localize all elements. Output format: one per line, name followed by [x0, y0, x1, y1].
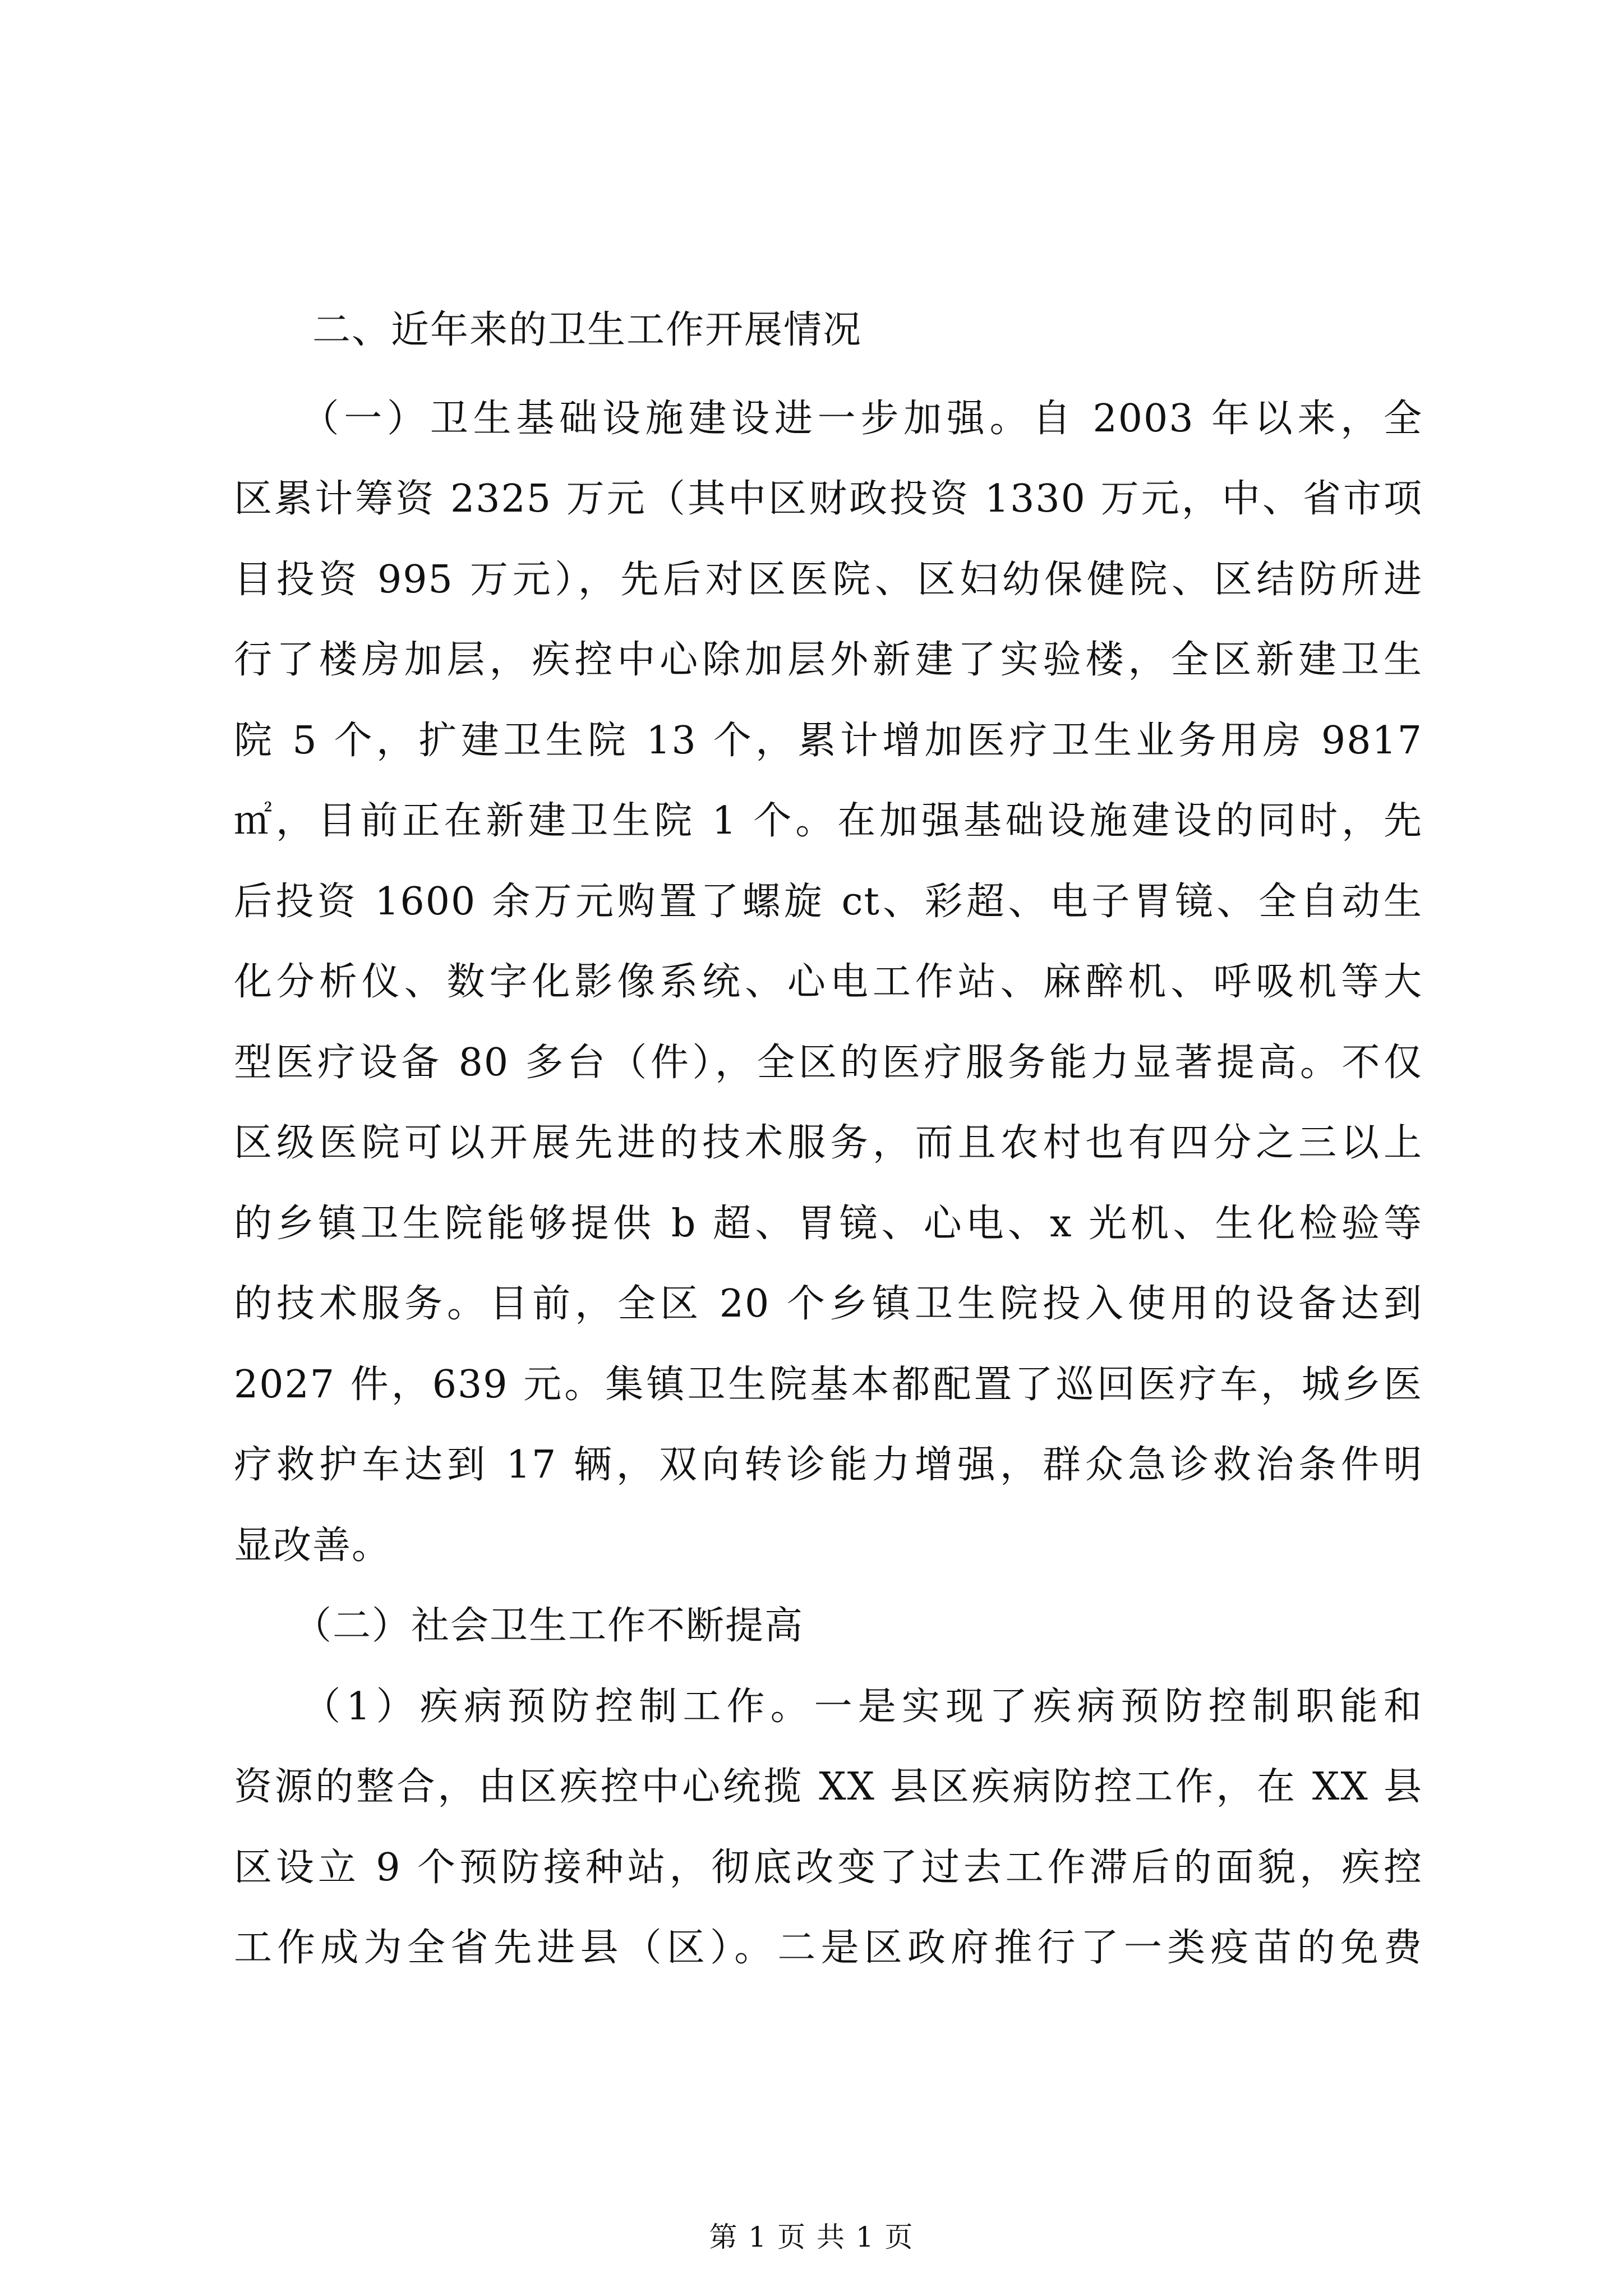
paragraph-line: 2027 件，639 元。集镇卫生院基本都配置了巡回医疗车，城乡医	[234, 1363, 1423, 1407]
paragraph-line: 化分析仪、数字化影像系统、心电工作站、麻醉机、呼吸机等大	[234, 960, 1423, 1004]
paragraph-line: 目投资 995 万元），先后对区医院、区妇幼保健院、区结防所进	[234, 558, 1423, 602]
paragraph-line: 区级医院可以开展先进的技术服务，而且农村也有四分之三以上	[234, 1121, 1423, 1165]
section-heading: 二、近年来的卫生工作开展情况	[234, 308, 863, 352]
paragraph-line: （1）疾病预防控制工作。一是实现了疾病预防控制职能和	[234, 1685, 1423, 1729]
paragraph-line: 的乡镇卫生院能够提供 b 超、胃镜、心电、x 光机、生化检验等	[234, 1202, 1423, 1246]
paragraph-line: 资源的整合，由区疾控中心统揽 XX 县区疾病防控工作，在 XX 县	[234, 1765, 1423, 1809]
paragraph-line: 显改善。	[234, 1524, 391, 1568]
paragraph-line: 型医疗设备 80 多台（件），全区的医疗服务能力显著提高。不仅	[234, 1041, 1423, 1085]
paragraph-line: 区累计筹资 2325 万元（其中区财政投资 1330 万元，中、省市项	[234, 477, 1423, 521]
paragraph-line: 工作成为全省先进县（区）。二是区政府推行了一类疫苗的免费	[234, 1926, 1423, 1970]
paragraph-line: 疗救护车达到 17 辆，双向转诊能力增强，群众急诊救治条件明	[234, 1443, 1423, 1487]
paragraph-line: 区设立 9 个预防接种站，彻底改变了过去工作滞后的面貌，疾控	[234, 1846, 1423, 1890]
page-footer: 第 1 页 共 1 页	[709, 2221, 914, 2253]
paragraph-line: 的技术服务。目前，全区 20 个乡镇卫生院投入使用的设备达到	[234, 1282, 1423, 1326]
subsection-heading: （二）社会卫生工作不断提高	[234, 1604, 804, 1648]
paragraph-line: 院 5 个，扩建卫生院 13 个，累计增加医疗卫生业务用房 9817	[234, 719, 1423, 763]
paragraph-line: ㎡，目前正在新建卫生院 1 个。在加强基础设施建设的同时，先	[234, 799, 1423, 843]
paragraph-line: （一）卫生基础设施建设进一步加强。自 2003 年以来，全	[234, 397, 1423, 441]
paragraph-line: 行了楼房加层，疾控中心除加层外新建了实验楼，全区新建卫生	[234, 638, 1423, 682]
paragraph-line: 后投资 1600 余万元购置了螺旋 ct、彩超、电子胃镜、全自动生	[234, 880, 1423, 924]
